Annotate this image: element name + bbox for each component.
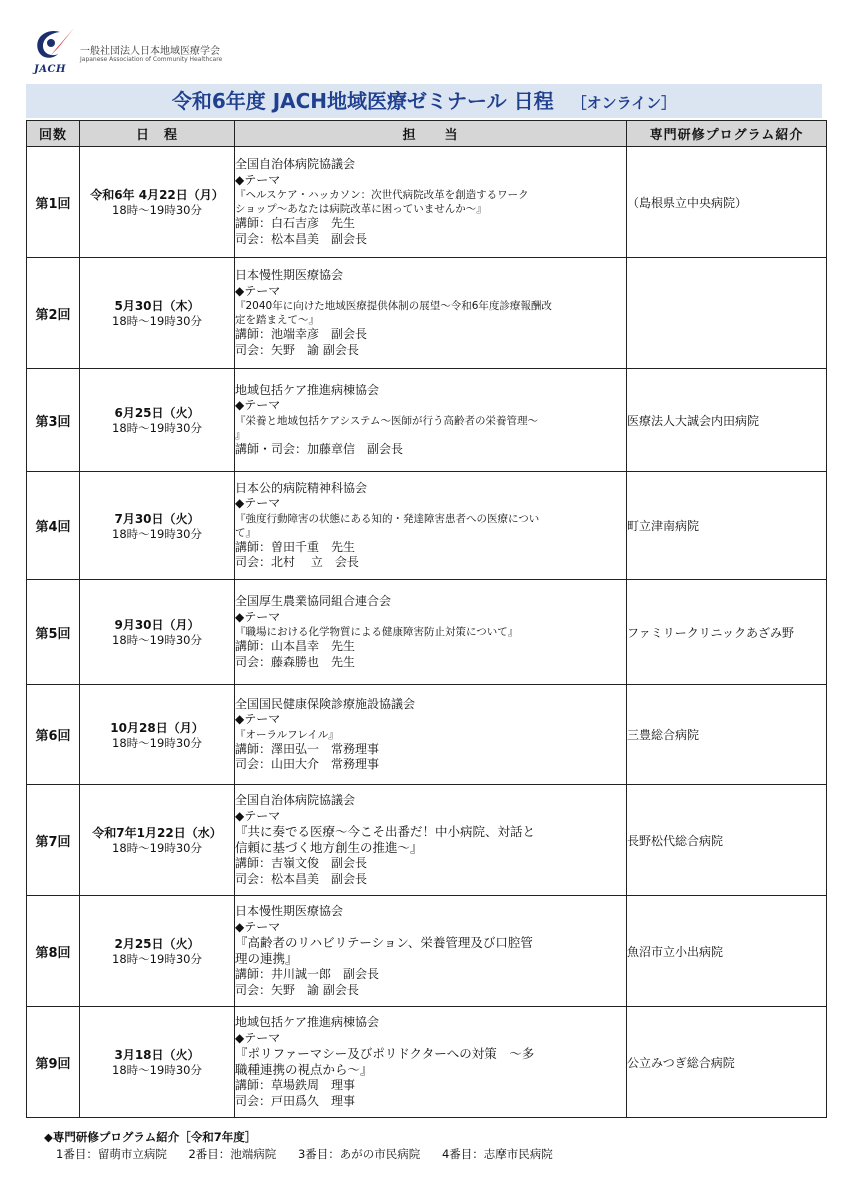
session-time: 18時～19時30分 <box>112 952 202 966</box>
speaker: 講師：澤田弘一 常務理事 <box>235 741 380 756</box>
theme-title: 信頼に基づく地方創生の推進～』 <box>235 840 423 855</box>
jach-logo-icon <box>30 26 76 66</box>
session-assignee-cell <box>235 896 627 1007</box>
session-date-cell <box>80 369 235 472</box>
association-name: 日本慢性期医療協会 <box>235 904 344 918</box>
session-number: 第9回 <box>27 1007 80 1118</box>
association-name: 地域包括ケア推進病棟協会 <box>235 382 380 397</box>
table-row <box>27 258 827 369</box>
speaker: 講師：草場鉄周 理事 <box>235 1078 356 1092</box>
theme-title: 『共に奏でる医療～今こそ出番だ！中小病院、対話と <box>235 824 536 839</box>
session-date: 9月30日（月） <box>114 618 200 632</box>
association-name: 全国自治体病院協議会 <box>235 157 356 171</box>
session-number: 第3回 <box>27 369 80 472</box>
theme-label: ◆テーマ <box>235 808 281 823</box>
session-time: 18時～19時30分 <box>112 203 202 217</box>
program-introduction: 三豊総合病院 <box>627 685 827 785</box>
session-number: 第1回 <box>27 147 80 258</box>
organization-name-en: Japanese Association of Community Healthcare <box>80 56 223 63</box>
session-date: 10月28日（月） <box>110 720 204 735</box>
program-introduction <box>627 258 827 369</box>
association-name: 全国国民健康保険診療施設協議会 <box>235 696 416 711</box>
session-number: 第4回 <box>27 472 80 580</box>
theme-title: 『高齢者のリハビリテーション、栄養管理及び口腔管 <box>235 935 533 950</box>
theme-label: ◆テーマ <box>235 609 281 624</box>
session-assignee-cell <box>235 258 627 369</box>
table-row <box>27 685 827 785</box>
theme-title: 『栄養と地域包括ケアシステム～医師が行う高齢者の栄養管理～ <box>235 414 539 427</box>
speaker: 講師：白石吉彦 先生 <box>235 216 356 230</box>
moderator: 司会：山田大介 常務理事 <box>235 757 380 771</box>
theme-title: 『職場における化学物質による健康障害防止対策について』 <box>235 626 519 638</box>
session-date: 2月25日（火） <box>114 937 200 951</box>
moderator: 司会：松本昌美 副会長 <box>235 871 368 886</box>
title-sub: ［オンライン］ <box>571 94 677 112</box>
program-note <box>44 1129 571 1162</box>
session-date: 3月18日（火） <box>114 1048 200 1062</box>
association-name: 地域包括ケア推進病棟協会 <box>235 1015 380 1029</box>
theme-title: 理の連携』 <box>235 951 298 966</box>
theme-title: 『ヘルスケア・ハッカソン：次世代病院改革を創造するワーク <box>235 189 529 201</box>
session-number: 第2回 <box>27 258 80 369</box>
theme-label: ◆テーマ <box>235 919 281 934</box>
association-name: 全国自治体病院協議会 <box>235 793 356 807</box>
page-title <box>26 84 822 118</box>
moderator: 司会：松本昌美 副会長 <box>235 231 368 246</box>
session-time: 18時～19時30分 <box>112 1063 202 1077</box>
program-note-item: 2番目：池端病院 <box>188 1147 277 1161</box>
table-row <box>27 896 827 1007</box>
table-row <box>27 472 827 580</box>
session-number: 第6回 <box>27 685 80 785</box>
speaker: 講師：曽田千重 先生 <box>235 539 356 554</box>
session-time: 18時～19時30分 <box>112 735 202 750</box>
program-introduction: ファミリークリニックあざみ野 <box>627 580 827 685</box>
logo-text: JACH <box>34 64 66 75</box>
session-assignee-cell <box>235 580 627 685</box>
moderator: 司会：矢野 諭 副会長 <box>235 982 359 997</box>
session-date-cell <box>80 896 235 1007</box>
program-note-list <box>44 1146 571 1162</box>
theme-label: ◆テーマ <box>235 398 281 413</box>
theme-title: 』 <box>235 428 246 441</box>
moderator: 司会：藤森勝也 先生 <box>235 654 356 669</box>
theme-title: て』 <box>235 526 256 539</box>
theme-title: 『ポリファーマシー及びポリドクターへの対策 ～多 <box>235 1046 535 1061</box>
table-row <box>27 147 827 258</box>
program-note-item: 4番目：志摩市民病院 <box>441 1147 553 1161</box>
speaker: 講師：池端幸彦 副会長 <box>235 327 368 341</box>
theme-title: ショップ～あなたは病院改革に困っていませんか～』 <box>235 203 487 215</box>
session-time: 18時～19時30分 <box>112 421 202 435</box>
table-header-row <box>27 121 827 147</box>
program-introduction: 魚沼市立小出病院 <box>627 896 827 1007</box>
session-date-cell <box>80 785 235 896</box>
association-name: 全国厚生農業協同組合連合会 <box>235 594 392 608</box>
session-number: 第7回 <box>27 785 80 896</box>
theme-title: 『強度行動障害の状態にある知的・発達障害患者への医療につい <box>235 512 540 525</box>
speaker: 講師・司会：加藤章信 副会長 <box>235 441 404 456</box>
schedule-table <box>26 120 827 1118</box>
table-row <box>27 1007 827 1118</box>
session-assignee-cell <box>235 1007 627 1118</box>
table-row <box>27 369 827 472</box>
session-assignee-cell <box>235 685 627 785</box>
program-introduction: 長野松代総合病院 <box>627 785 827 896</box>
session-date: 5月30日（木） <box>114 299 200 313</box>
moderator: 司会：矢野 諭 副会長 <box>235 342 359 357</box>
program-introduction: （島根県立中央病院） <box>627 147 827 258</box>
theme-title: 職種連携の視点から～』 <box>235 1062 373 1077</box>
program-introduction: 医療法人大誠会内田病院 <box>627 369 827 472</box>
table-row <box>27 580 827 685</box>
theme-label: ◆テーマ <box>235 496 281 510</box>
theme-label: ◆テーマ <box>235 712 281 726</box>
program-note-item: 1番目：留萌市立病院 <box>56 1147 167 1161</box>
session-time: 18時～19時30分 <box>112 526 202 541</box>
theme-title: 『オーラルフレイル』 <box>235 728 339 741</box>
moderator: 司会：北村 立 会長 <box>235 555 359 569</box>
theme-title: 『2040年に向けた地域医療提供体制の展望～令和6年度診療報酬改 <box>235 300 552 312</box>
header-date: 日 程 <box>80 121 235 147</box>
session-assignee-cell <box>235 472 627 580</box>
theme-label: ◆テーマ <box>235 1030 281 1045</box>
speaker: 講師：山本昌幸 先生 <box>235 639 356 653</box>
session-date: 令和7年1月22日（水） <box>92 826 222 840</box>
session-assignee-cell <box>235 147 627 258</box>
header-number: 回数 <box>27 121 80 147</box>
session-number: 第5回 <box>27 580 80 685</box>
session-date: 7月30日（火） <box>114 511 200 526</box>
theme-label: ◆テーマ <box>235 283 281 298</box>
session-time: 18時～19時30分 <box>112 633 202 647</box>
header-program: 専門研修プログラム紹介 <box>627 121 827 147</box>
title-main: 令和6年度 JACH地域医療ゼミナール 日程 <box>171 89 554 113</box>
session-assignee-cell <box>235 369 627 472</box>
session-time: 18時～19時30分 <box>112 314 202 328</box>
organization-name: 一般社団法人日本地域医療学会 <box>80 46 220 57</box>
session-date-cell <box>80 1007 235 1118</box>
theme-title: 定を踏まえて～』 <box>235 314 319 326</box>
program-note-item: 3番目：あがの市民病院 <box>297 1147 421 1161</box>
session-date-cell <box>80 147 235 258</box>
session-date-cell <box>80 472 235 580</box>
speaker: 講師：吉嶺文俊 副会長 <box>235 856 368 870</box>
theme-label: ◆テーマ <box>235 172 281 187</box>
session-number: 第8回 <box>27 896 80 1007</box>
table-row <box>27 785 827 896</box>
session-date-cell <box>80 258 235 369</box>
program-note-heading: ◆専門研修プログラム紹介［令和7年度］ <box>44 1130 257 1144</box>
speaker: 講師：井川誠一郎 副会長 <box>235 967 380 981</box>
moderator: 司会：戸田爲久 理事 <box>235 1093 356 1108</box>
program-introduction: 公立みつぎ総合病院 <box>627 1007 827 1118</box>
program-introduction: 町立津南病院 <box>627 472 827 580</box>
session-date-cell <box>80 580 235 685</box>
session-date-cell <box>80 685 235 785</box>
session-time: 18時～19時30分 <box>112 841 202 855</box>
association-name: 日本公的病院精神科協会 <box>235 480 368 495</box>
logo-area <box>30 26 290 81</box>
header-assignee: 担 当 <box>235 121 627 147</box>
session-date: 6月25日（火） <box>114 406 200 420</box>
association-name: 日本慢性期医療協会 <box>235 268 344 282</box>
session-assignee-cell <box>235 785 627 896</box>
session-date: 令和6年 4月22日（月） <box>90 188 224 202</box>
